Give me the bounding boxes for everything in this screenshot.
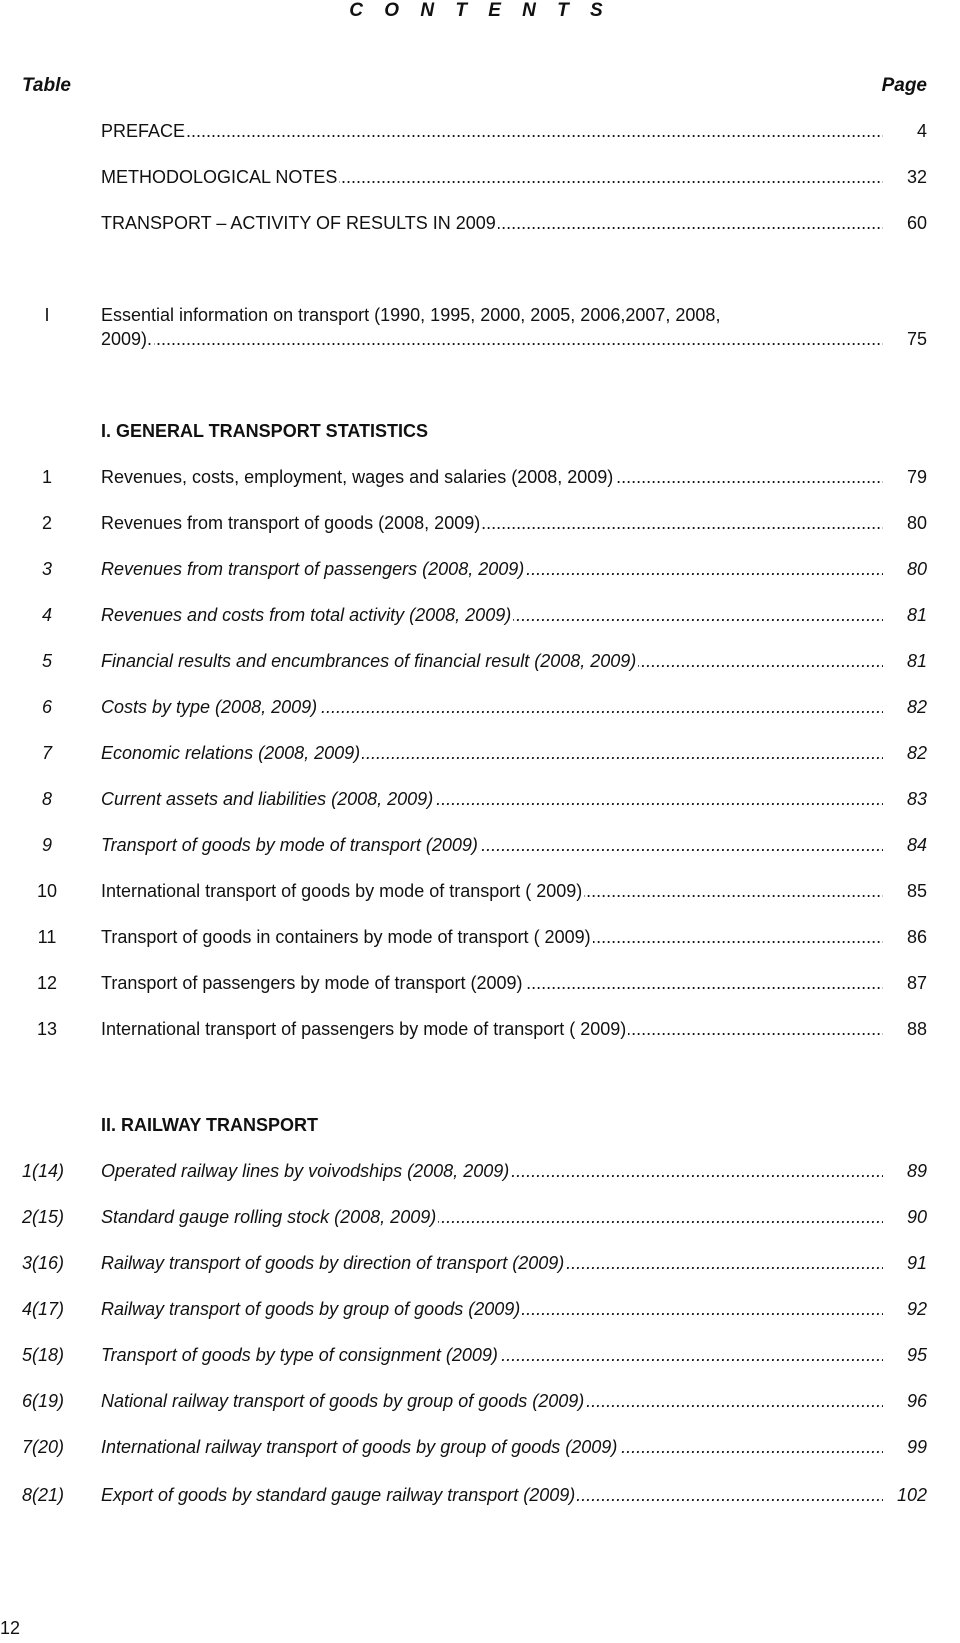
toc-entry-text: Revenues from transport of goods (2008, 2009) ..... xyxy=(101,513,891,537)
toc-entry-number: 6(19) xyxy=(22,1391,65,1411)
toc-entry-number: 5 xyxy=(41,651,52,671)
toc-entry-text-line2: 2009). ..... xyxy=(101,329,891,353)
toc-entry-text-line1: Essential information on transport (1990, 1995, 2000, 2005, 2006,2007, 2008, xyxy=(101,305,721,325)
toc-entry[interactable] xyxy=(0,1485,960,1509)
toc-entry-number: 7(20) xyxy=(22,1437,65,1457)
toc-page-number: 4 xyxy=(916,121,927,141)
toc-entry[interactable] xyxy=(0,1161,960,1185)
toc-entry-text: Financial results and encumbrances of financial result (2008, 2009) ..... xyxy=(101,651,891,675)
toc-page-number: 102 xyxy=(896,1485,927,1505)
toc-entry-text: International transport of passengers by mode of transport ( 2009) ..... xyxy=(101,1019,891,1043)
toc-entry[interactable] xyxy=(0,1299,960,1323)
toc-entry-text: Economic relations (2008, 2009) ..... xyxy=(101,743,891,767)
toc-page-number: 79 xyxy=(906,467,927,487)
toc-entry-number: 9 xyxy=(41,835,52,855)
toc-entry-number: 10 xyxy=(36,881,58,901)
toc-page-number: 84 xyxy=(906,835,927,855)
toc-entry-number: 8(21) xyxy=(22,1485,65,1505)
toc-entry-text: National railway transport of goods by group of goods (2009) ..... xyxy=(101,1391,891,1415)
toc-entry-number: 5(18) xyxy=(22,1345,65,1365)
toc-entry-text: International transport of goods by mode of transport ( 2009) ..... xyxy=(101,881,891,905)
toc-entry[interactable] xyxy=(0,651,960,675)
toc-entry-number: 1 xyxy=(41,467,52,487)
toc-entry-text: Railway transport of goods by group of goods (2009) ..... xyxy=(101,1299,891,1323)
toc-entry[interactable] xyxy=(0,559,960,583)
toc-entry-number: 11 xyxy=(37,927,57,947)
toc-page-number: 81 xyxy=(906,651,927,671)
toc-entry-number: I xyxy=(44,305,50,325)
toc-entry-text: Revenues and costs from total activity (2008, 2009) ..... xyxy=(101,605,891,629)
table-column-header: Table xyxy=(22,75,71,96)
toc-page-number: 91 xyxy=(906,1253,927,1273)
toc-page-number: 82 xyxy=(906,697,927,717)
toc-entry-number: 2(15) xyxy=(22,1207,65,1227)
toc-entry-text: Revenues, costs, employment, wages and salaries (2008, 2009) ..... xyxy=(101,467,891,491)
toc-entry-number: 3(16) xyxy=(22,1253,65,1273)
toc-page-number: 83 xyxy=(906,789,927,809)
toc-entry-methodological-notes[interactable] xyxy=(0,167,960,191)
toc-page-number: 90 xyxy=(906,1207,927,1227)
toc-entry[interactable] xyxy=(0,1207,960,1231)
toc-entry-number: 6 xyxy=(41,697,52,717)
toc-entry-text: Operated railway lines by voivodships (2008, 2009) ..... xyxy=(101,1161,891,1185)
footer-page-number: 12 xyxy=(0,1618,21,1638)
toc-entry-number: 4(17) xyxy=(22,1299,65,1319)
toc-entry[interactable] xyxy=(0,467,960,491)
toc-page-number: 75 xyxy=(906,329,927,349)
toc-entry-text: METHODOLOGICAL NOTES ..... xyxy=(101,167,891,191)
toc-entry[interactable] xyxy=(0,789,960,813)
toc-page-number: 86 xyxy=(906,927,927,947)
toc-entry-number: 2 xyxy=(41,513,52,533)
toc-page-number: 85 xyxy=(906,881,927,901)
toc-entry-essential-information[interactable] xyxy=(0,305,960,355)
toc-entry[interactable] xyxy=(0,743,960,767)
toc-entry-text: TRANSPORT – ACTIVITY OF RESULTS IN 2009 ..... xyxy=(101,213,891,237)
toc-entry-text: Railway transport of goods by direction of transport (2009) ..... xyxy=(101,1253,891,1277)
toc-page-number: 89 xyxy=(906,1161,927,1181)
toc-entry[interactable] xyxy=(0,1253,960,1277)
toc-entry-number: 4 xyxy=(41,605,52,625)
toc-page-number: 60 xyxy=(906,213,927,233)
toc-entry-text: PREFACE ..... xyxy=(101,121,891,145)
toc-page-number: 80 xyxy=(906,513,927,533)
toc-page-number: 99 xyxy=(906,1437,927,1457)
section-heading: I. GENERAL TRANSPORT STATISTICS xyxy=(101,421,429,441)
toc-entry[interactable] xyxy=(0,1391,960,1415)
toc-entry[interactable] xyxy=(0,1345,960,1369)
toc-page-number: 95 xyxy=(906,1345,927,1365)
toc-entry-preface[interactable] xyxy=(0,121,960,145)
toc-entry[interactable] xyxy=(0,697,960,721)
toc-entry-text: Export of goods by standard gauge railway transport (2009) ..... xyxy=(101,1485,891,1509)
toc-entry-text: Transport of goods by type of consignment (2009) ..... xyxy=(101,1345,891,1369)
toc-entry-number: 3 xyxy=(41,559,52,579)
toc-entry-number: 13 xyxy=(36,1019,58,1039)
toc-entry-text: Transport of goods by mode of transport (2009) ..... xyxy=(101,835,891,859)
page-column-header: Page xyxy=(881,75,927,96)
toc-page-number: 81 xyxy=(906,605,927,625)
toc-page-number: 88 xyxy=(906,1019,927,1039)
toc-page-number: 96 xyxy=(906,1391,927,1411)
toc-entry[interactable] xyxy=(0,927,960,951)
toc-entry-text: Transport of goods in containers by mode of transport ( 2009) ..... xyxy=(101,927,891,951)
toc-entry-text: Revenues from transport of passengers (2008, 2009) ..... xyxy=(101,559,891,583)
toc-entry-text: Standard gauge rolling stock (2008, 2009) ..... xyxy=(101,1207,891,1231)
toc-entry-number: 7 xyxy=(41,743,52,763)
toc-page-number: 32 xyxy=(906,167,927,187)
toc-entry-number: 12 xyxy=(36,973,58,993)
toc-entry[interactable] xyxy=(0,513,960,537)
toc-page-number: 92 xyxy=(906,1299,927,1319)
toc-entry[interactable] xyxy=(0,1019,960,1043)
toc-entry-number: 1(14) xyxy=(22,1161,65,1181)
toc-page-number: 80 xyxy=(906,559,927,579)
toc-entry-text: International railway transport of goods by group of goods (2009) ..... xyxy=(101,1437,891,1461)
toc-entry[interactable] xyxy=(0,835,960,859)
toc-entry[interactable] xyxy=(0,605,960,629)
toc-entry-text: Costs by type (2008, 2009) ..... xyxy=(101,697,891,721)
toc-entry-transport-activity[interactable] xyxy=(0,213,960,237)
toc-entry[interactable] xyxy=(0,1437,960,1461)
section-heading: II. RAILWAY TRANSPORT xyxy=(101,1115,319,1135)
toc-entry-text: Current assets and liabilities (2008, 2009) ..... xyxy=(101,789,891,813)
toc-entry[interactable] xyxy=(0,881,960,905)
toc-page-number: 87 xyxy=(906,973,927,993)
toc-entry[interactable] xyxy=(0,973,960,997)
page-title: C O N T E N T S xyxy=(349,0,611,21)
toc-page-number: 82 xyxy=(906,743,927,763)
toc-entry-number: 8 xyxy=(41,789,52,809)
toc-entry-text: Transport of passengers by mode of transport (2009) ..... xyxy=(101,973,891,997)
